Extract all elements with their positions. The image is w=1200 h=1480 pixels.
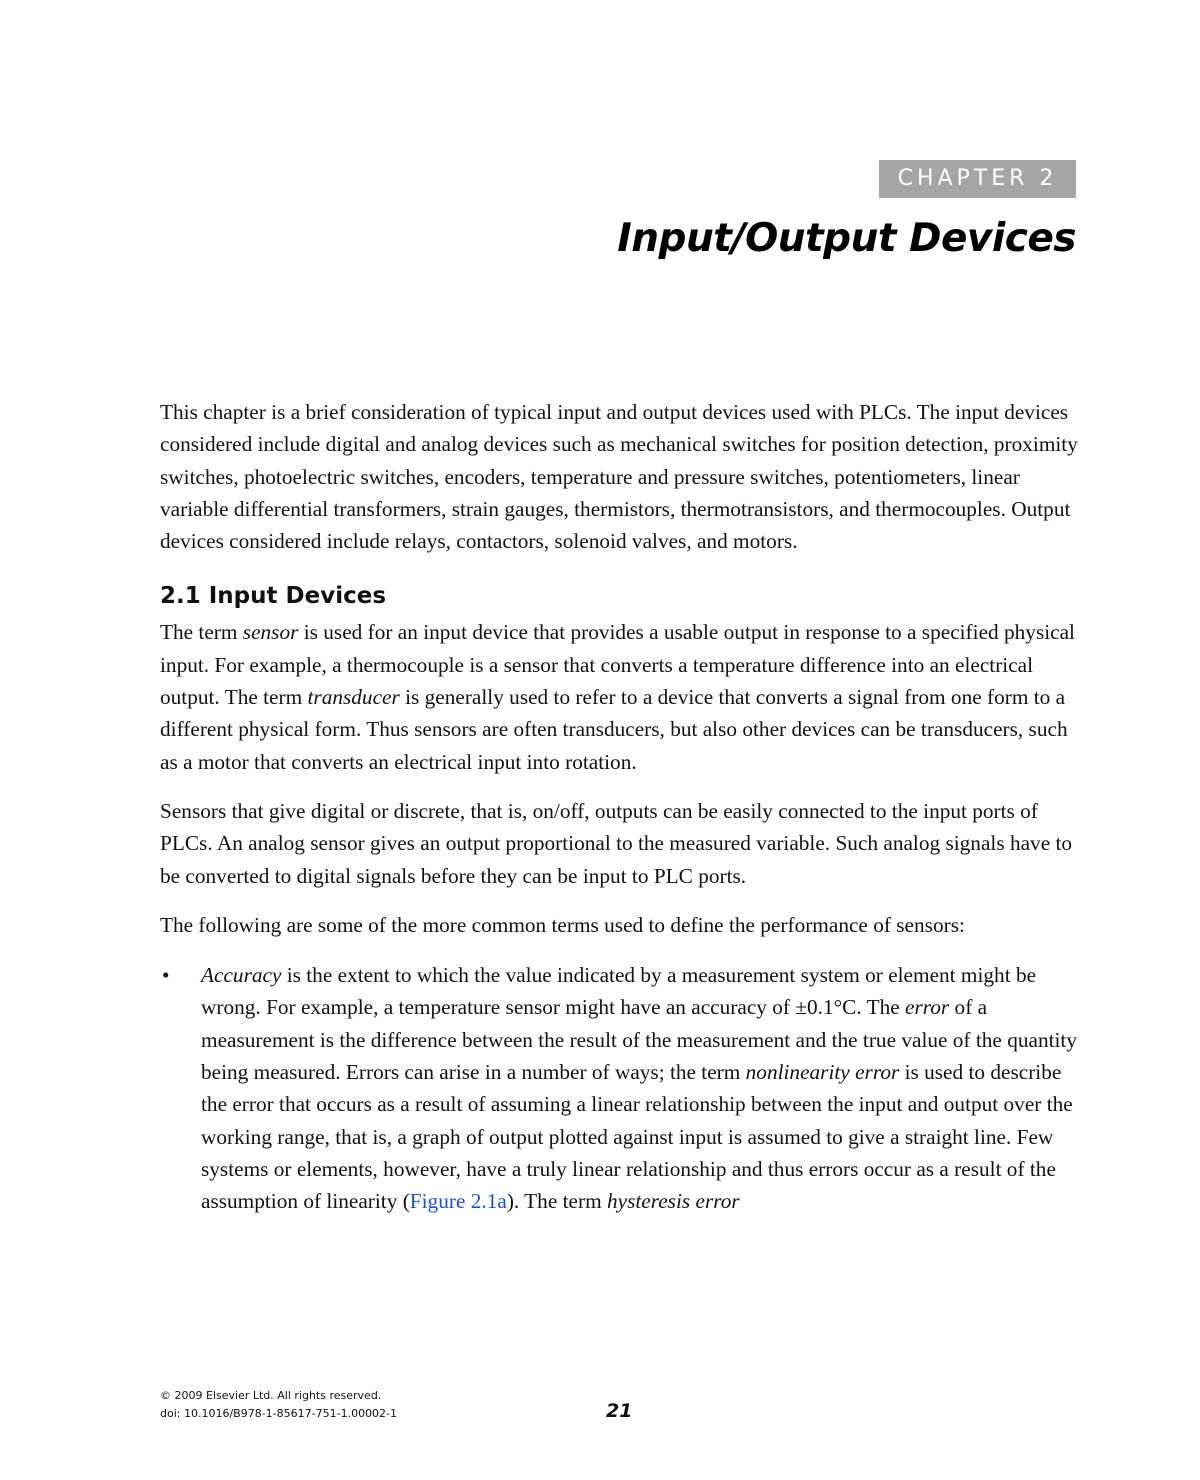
chapter-title: Input/Output Devices bbox=[617, 216, 1076, 261]
text-run: is used for an input device that provides a usable output in response to a specified physical input. For example, a thermocouple is a sensor that converts a temperature difference into an electrical output. The term bbox=[160, 620, 1075, 710]
section-heading: 2.1 Input Devices bbox=[160, 583, 387, 610]
text-run: is generally used to refer to a device that converts a signal from one form to a different physical form. Thus sensors are often transducers, but also other devices can be transducers, such as a motor that converts an electrical input into rotation. bbox=[160, 685, 1068, 774]
text-run: The term bbox=[160, 620, 243, 645]
doi-reference: doi: 10.1016/B978-1-85617-751-1.00002-1 bbox=[160, 1407, 398, 1420]
bullet-icon: • bbox=[162, 963, 170, 988]
figure-2-1a-link[interactable]: Figure 2.1a bbox=[409, 1189, 507, 1214]
text-run: of a measurement is the difference between the result of the measurement and the true value of the quantity being measured. Errors can arise in a number of ways; the term bbox=[201, 995, 1077, 1085]
term-error: error bbox=[905, 995, 950, 1020]
text-run: is the extent to which the value indicated by a measurement system or element might be wrong. For example, a temperature sensor might have an accuracy of ±0.1°C. The bbox=[201, 963, 1037, 1020]
intro-paragraph: This chapter is a brief consideration of typical input and output devices used with PLCs. The input devices considered include digital and analog devices such as mechanical switches for position detection, proximity switches, photoelectric switches, encoders, temperature and pressure switches, potentiometers, linear variable differential transformers, strain gauges, thermistors, thermotransistors, and thermocouples. Output devices considered include relays, contactors, solenoid valves, and motors. bbox=[160, 400, 1078, 554]
term-nonlinearity-error: nonlinearity error bbox=[745, 1060, 900, 1085]
text-run: is used to describe the error that occurs as a result of assuming a linear relationship between the input and output over the working range, that is, a graph of output plotted against input is assumed to give a straight line. Few systems or elements, however, have a truly linear relationship and thus errors occur as a result of the assumption of linearity ( bbox=[201, 1060, 1073, 1214]
term-sensor: sensor bbox=[242, 620, 299, 645]
chapter-label-badge: CHAPTER 2 bbox=[879, 160, 1076, 198]
copyright-notice: © 2009 Elsevier Ltd. All rights reserved. bbox=[160, 1389, 382, 1402]
sensor-definition-paragraph bbox=[160, 616, 1080, 777]
accuracy-bullet-item bbox=[160, 959, 1080, 1217]
page-number: 21 bbox=[606, 1400, 633, 1422]
text-run: ). The term bbox=[506, 1189, 607, 1214]
term-hysteresis-error: hysteresis error bbox=[606, 1189, 740, 1214]
term-accuracy: Accuracy bbox=[201, 963, 282, 988]
performance-terms-intro: The following are some of the more common terms used to define the performance of sensors: bbox=[160, 912, 965, 937]
accuracy-bullet-text bbox=[201, 959, 1080, 1217]
digital-analog-paragraph: Sensors that give digital or discrete, that is, on/off, outputs can be easily connected to the input ports of PLCs. An analog sensor gives an output proportional to the measured variable. Such analog signals have to be converted to digital signals before they can be input to PLC ports. bbox=[160, 798, 1073, 888]
term-transducer: transducer bbox=[307, 685, 400, 710]
page-body bbox=[160, 396, 1080, 1218]
